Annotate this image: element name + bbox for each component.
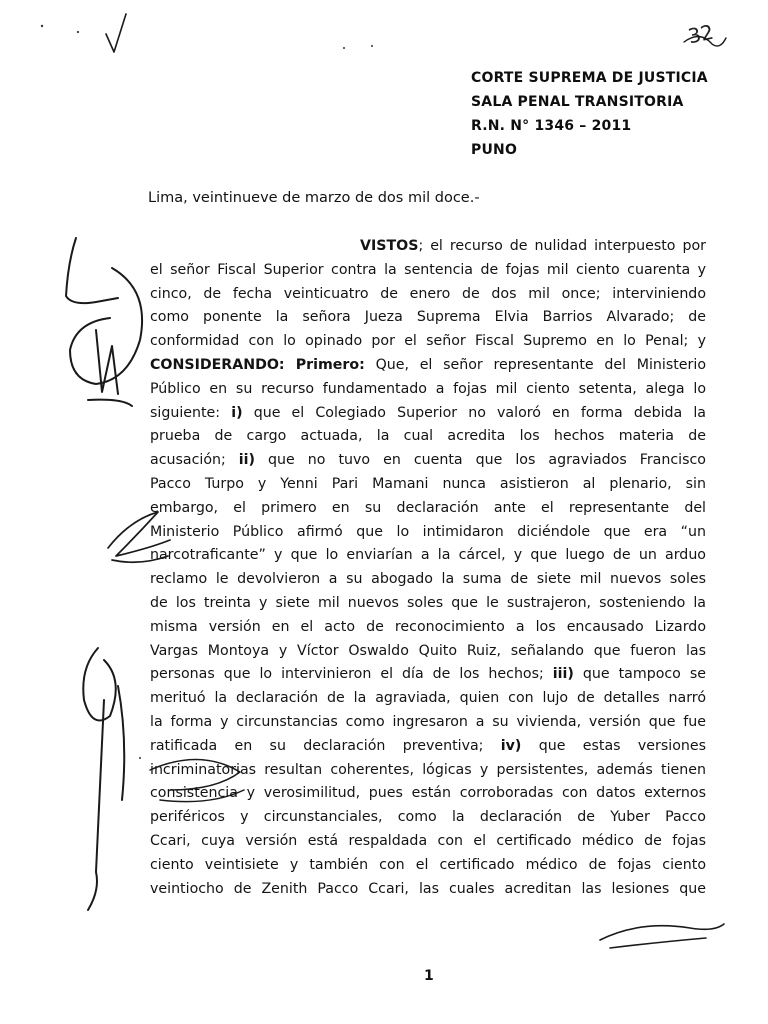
scan-speck [371, 45, 373, 47]
body-line [150, 283, 706, 307]
body-text-segment: narcotraficante” y que lo enviarían a la cárcel, y que luego de un arduo [150, 547, 706, 564]
signature-left-bracket [66, 238, 118, 303]
body-bold-text: VISTOS [360, 238, 419, 254]
body-line [150, 640, 706, 664]
body-text-segment: merituó la declaración de la agraviada, quien con lujo de detalles narró [150, 690, 706, 707]
body-text-segment: cinco, de fecha veinticuatro de enero de dos mil once; interviniendo [150, 285, 706, 302]
body-line [150, 663, 706, 687]
body-text-segment: reclamo le devolvieron a su abogado la suma de siete mil nuevos soles [150, 571, 706, 588]
body-text-segment: Pacco Turpo y Yenni Pari Mamani nunca asistieron al plenario, sin [150, 475, 706, 492]
signature-long [83, 648, 124, 910]
body-bold-text: i) [231, 404, 243, 421]
body-text-segment: que no tuvo en cuenta que los agraviados Francisco [255, 452, 706, 469]
body-line [150, 473, 706, 497]
body-text-segment: incriminatorias resultan coherentes, lógicas y persistentes, además tienen [150, 761, 706, 778]
body-line [150, 830, 706, 854]
body-line [150, 854, 706, 878]
body-line [150, 378, 706, 402]
body-text-segment: Público en su recurso fundamentado a fojas mil ciento setenta, alega lo [150, 380, 706, 397]
body-text-segment: de los treinta y siete mil nuevos soles que le sustrajeron, sosteniendo la [150, 594, 706, 611]
chamber-name: SALA PENAL TRANSITORIA [471, 94, 684, 110]
body-line [150, 568, 706, 592]
body-line [150, 616, 706, 640]
body-line [150, 735, 706, 759]
body-text-segment: prueba de cargo actuada, la cual acredita los hechos materia de [150, 428, 706, 445]
body-text-segment: Que, el señor representante del Ministerio [364, 356, 706, 373]
body-text-segment: que tampoco se [573, 666, 706, 683]
body-text-segment: como ponente la señora Jueza Suprema Elvia Barrios Alvarado; de [150, 309, 706, 326]
document-header [471, 66, 708, 162]
body-bold-text: CONSIDERANDO: Primero: [150, 356, 365, 373]
body-text-segment: acusación; [150, 452, 239, 469]
body-bold-text: ii) [238, 452, 255, 469]
body-text-segment: Ccari, cuya versión está respaldada con el certificado médico de fojas [150, 832, 706, 849]
body-text-segment: Ministerio Público afirmó que lo intimidaron diciéndole que era “un [150, 523, 706, 540]
body-bold-text: iv) [500, 737, 522, 754]
body-text-segment: ; el recurso de nulidad interpuesto por [418, 238, 706, 254]
body-line [150, 687, 706, 711]
body-text-segment: el señor Fiscal Superior contra la sentencia de fojas mil ciento cuarenta y [150, 261, 706, 278]
page-number: 1 [424, 968, 434, 984]
signature-bottom-right [600, 924, 724, 948]
place-name: PUNO [471, 142, 518, 158]
body-line [150, 354, 706, 378]
folio-number: 32 [685, 19, 716, 49]
body-line [150, 592, 706, 616]
body-line [150, 806, 706, 830]
scan-speck [343, 47, 345, 49]
body-line [150, 759, 706, 783]
body-text-segment: siguiente: [150, 404, 232, 421]
body-line [150, 521, 706, 545]
body-text-segment: que el Colegiado Superior no valoró en forma debida la [242, 404, 706, 421]
body-text-segment: conformidad con lo opinado por el señor Fiscal Supremo en lo Penal; y [150, 333, 706, 350]
body-text-segment: embargo, el primero en su declaración ante el representante del [150, 499, 706, 516]
body-line [150, 544, 706, 568]
body-text-segment: periféricos y circunstanciales, como la declaración de Yuber Pacco [150, 809, 706, 826]
body-line [150, 449, 706, 473]
body-line [150, 497, 706, 521]
resolution-body [150, 235, 706, 901]
body-text-segment: consistencia y verosimilitud, pues están corroboradas con datos externos [150, 785, 706, 802]
body-line [150, 425, 706, 449]
body-text-segment: la forma y circunstancias como ingresaron a su vivienda, versión que fue [150, 713, 706, 730]
body-text-segment: misma versión en el acto de reconocimiento a los encausado Lizardo [150, 618, 706, 635]
body-line [150, 711, 706, 735]
body-line [150, 306, 706, 330]
body-line [150, 259, 706, 283]
body-text-segment: veintiocho de Zenith Pacco Ccari, las cuales acreditan las lesiones que [150, 880, 706, 897]
body-line [150, 402, 706, 426]
scan-speck [41, 25, 43, 27]
body-line [150, 782, 706, 806]
case-number: R.N. N° 1346 – 2011 [471, 118, 632, 134]
body-line [150, 878, 706, 902]
date-line: Lima, veintinueve de marzo de dos mil doce.- [148, 190, 480, 206]
body-text-segment: personas que lo intervinieron el día de los hechos; [150, 666, 553, 683]
body-text-segment: ratificada en su declaración preventiva; [150, 737, 501, 754]
scan-speck [139, 757, 141, 759]
body-text-segment: que estas versiones [521, 737, 706, 754]
body-line [150, 235, 706, 259]
scan-speck [77, 31, 79, 33]
body-line [150, 330, 706, 354]
body-text-segment: ciento veintisiete y también con el certificado médico de fojas ciento [150, 856, 706, 873]
check-mark [106, 14, 126, 52]
court-name: CORTE SUPREMA DE JUSTICIA [471, 70, 708, 86]
body-text-segment: Vargas Montoya y Víctor Oswaldo Quito Ruiz, señalando que fueron las [150, 642, 706, 659]
body-bold-text: iii) [552, 666, 574, 683]
signature-initials [70, 268, 142, 406]
